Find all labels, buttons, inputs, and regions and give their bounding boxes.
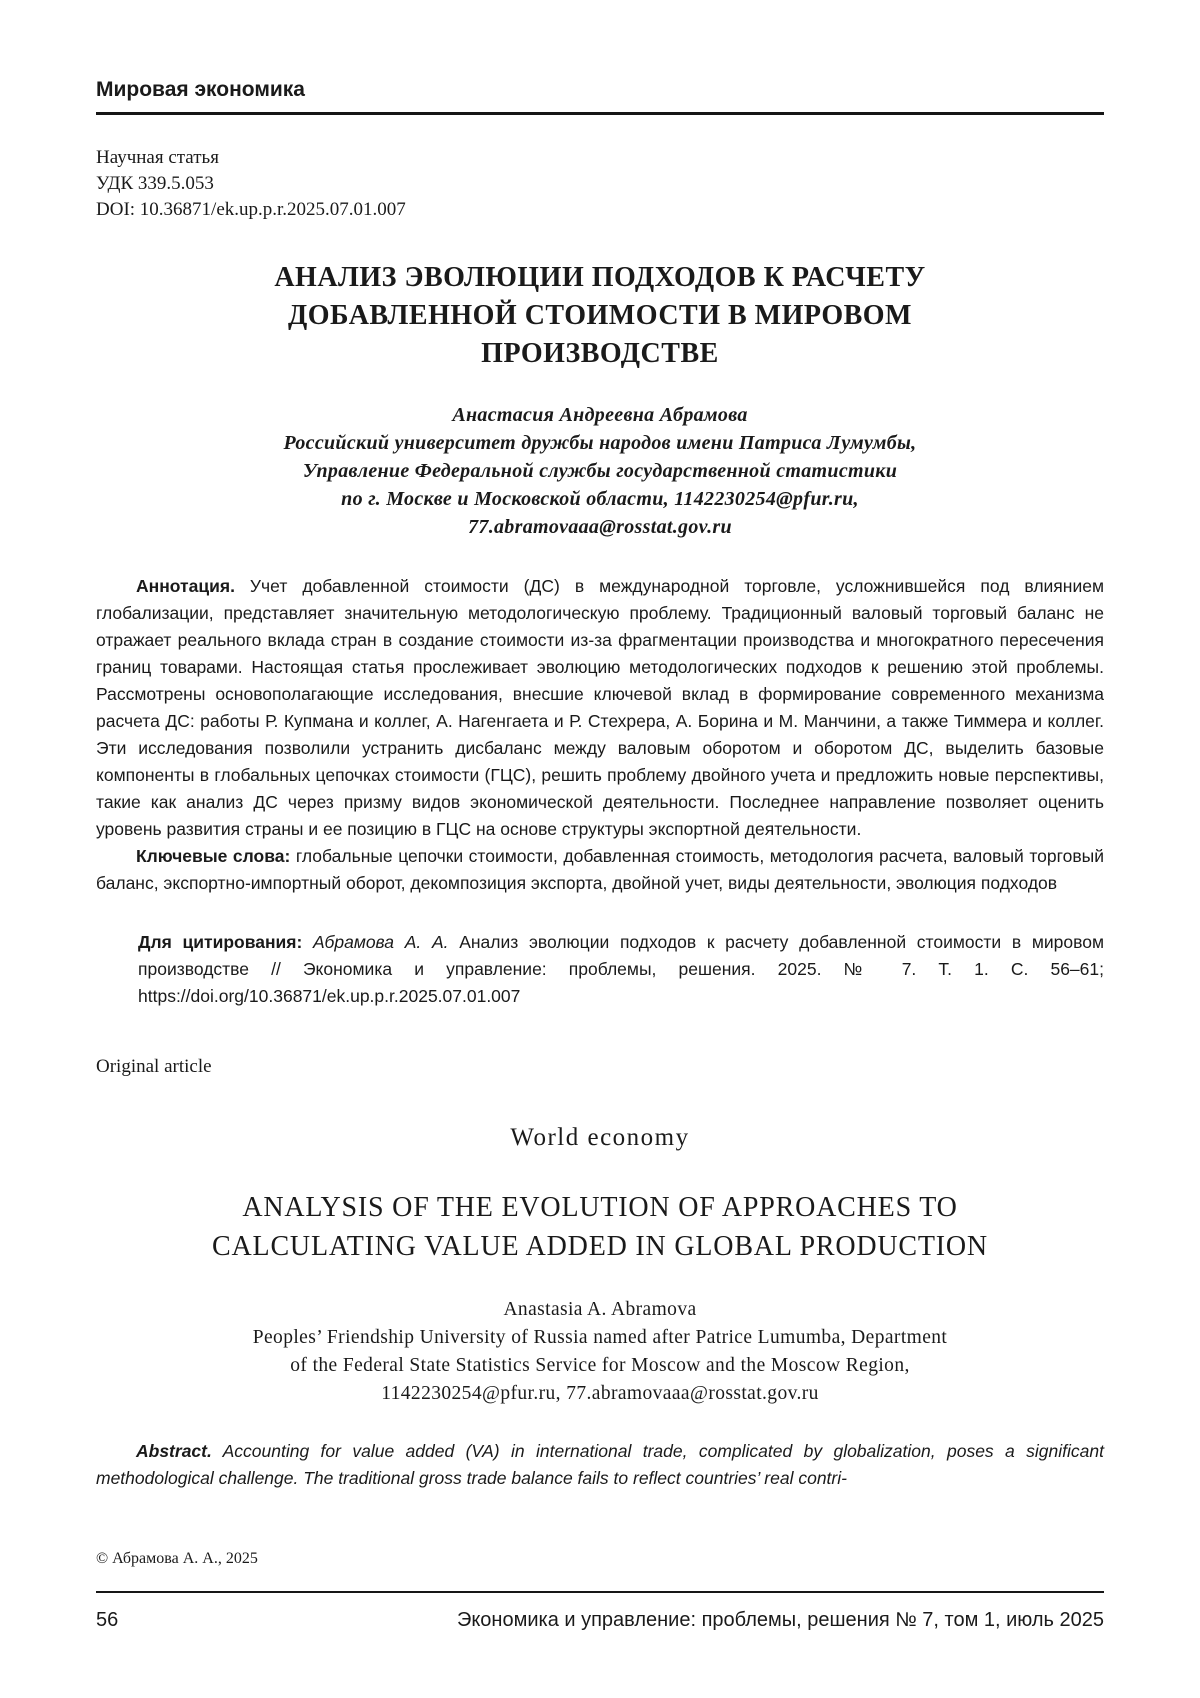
abstract-en xyxy=(96,1438,1104,1492)
abstract-ru xyxy=(96,573,1104,843)
author-block-en xyxy=(96,1296,1104,1408)
journal-footer-title: Экономика и управление: проблемы, решения № 7, том 1, июль 2025 xyxy=(456,1609,1104,1631)
keywords-label: Ключевые слова: xyxy=(136,846,291,866)
doi-line: DOI: 10.36871/ek.up.p.r.2025.07.01.007 xyxy=(96,199,406,220)
running-head-section: Мировая экономика xyxy=(96,78,305,101)
affiliation-en-line-2: of the Federal State Statistics Service for Moscow and the Moscow Region, xyxy=(290,1355,910,1376)
abstract-ru-text: Учет добавленной стоимости (ДС) в международной торговле, усложнившейся под влиянием глобализации, представляет значительную методологическую проблему. Традиционный валовый торговый баланс не отражает реального вклада стран в создание стоимости из-за фрагментации производства и многократного пересечения границ товарами. Настоящая статья прослеживает эволюцию методологических подходов к решению этой проблемы. Рассмотрены основополагающие исследования, внесшие ключевой вклад в формирование современного механизма расчета ДС: работы Р. Купмана и коллег, А. Нагенгаета и Р. Стехрера, А. Борина и М. Манчини, а также Тиммера и коллег. Эти исследования позволили устранить дисбаланс между валовым оборотом и оборотом ДС, выделить базовые компоненты в глобальных цепочках стоимости (ГЦС), решить проблему двойного учета и предложить новые перспективы, такие как анализ ДС через призму видов экономической деятельности. Последнее направление позволяет оценить уровень развития страны и ее позицию в ГЦС на основе структуры экспортной деятельности. xyxy=(96,576,1104,839)
page-number: 56 xyxy=(96,1609,119,1631)
keywords-ru xyxy=(96,843,1104,897)
keywords-text: глобальные цепочки стоимости, добавленная стоимость, методология расчета, валовый торговый баланс, экспортно-импортный оборот, декомпозиция экспорта, двойной учет, виды деятельности, эволюция подходов xyxy=(96,846,1105,893)
affiliation-en-line-1: Peoples’ Friendship University of Russia named after Patrice Lumumba, Department xyxy=(252,1327,948,1348)
abstract-en-label: Abstract. xyxy=(136,1441,212,1461)
abstract-en-text: Accounting for value added (VA) in international trade, complicated by globalization, poses a significant methodological challenge. The traditional gross trade balance fails to reflect countries’ real contri- xyxy=(96,1441,1104,1488)
citation-label: Для цитирования: xyxy=(138,932,303,952)
affiliation-ru-line-1: Российский университет дружбы народов имени Патриса Лумумбы, xyxy=(283,432,917,454)
author-block-ru xyxy=(96,401,1104,541)
affiliation-ru-line-4: 77.abramovaaa@rosstat.gov.ru xyxy=(468,516,732,538)
abstract-ru-label: Аннотация. xyxy=(136,576,235,596)
author-name-en: Anastasia A. Abramova xyxy=(503,1299,697,1320)
page-footer xyxy=(96,1591,1104,1632)
copyright-line: © Абрамова А. А., 2025 xyxy=(96,1550,258,1567)
article-title-en: ANALYSIS OF THE EVOLUTION OF APPROACHES TO CALCULATING VALUE ADDED IN GLOBAL PRODUCTION xyxy=(212,1192,988,1262)
article-type-ru: Научная статья xyxy=(96,147,219,168)
citation-text: Анализ эволюции подходов к расчету добавленной стоимости в мировом производстве // Экономика и управление: проблемы, решения. 2025. № 7. Т. 1. С. 56–61; https://doi.org/10.36871/ek.up.p.r.2025.07.01.007 xyxy=(138,932,1104,1006)
affiliation-ru-line-3: по г. Москве и Московской области, 1142230254@pfur.ru, xyxy=(341,488,859,510)
author-name-ru: Анастасия Андреевна Абрамова xyxy=(452,404,748,426)
article-type-en: Original article xyxy=(96,1056,212,1077)
citation-author: Абрамова А. А. xyxy=(302,932,449,952)
article-title-ru: АНАЛИЗ ЭВОЛЮЦИИ ПОДХОДОВ К РАСЧЕТУ ДОБАВЛЕННОЙ СТОИМОСТИ В МИРОВОМ ПРОИЗВОДСТВЕ xyxy=(274,262,926,369)
section-title-en: World economy xyxy=(510,1124,690,1151)
affiliation-en-line-3: 1142230254@pfur.ru, 77.abramovaaa@rosstat.gov.ru xyxy=(381,1383,819,1404)
udc-code: УДК 339.5.053 xyxy=(96,173,214,194)
affiliation-ru-line-2: Управление Федеральной службы государственной статистики xyxy=(302,460,898,482)
header-rule xyxy=(96,112,1104,115)
citation-block xyxy=(138,929,1104,1010)
